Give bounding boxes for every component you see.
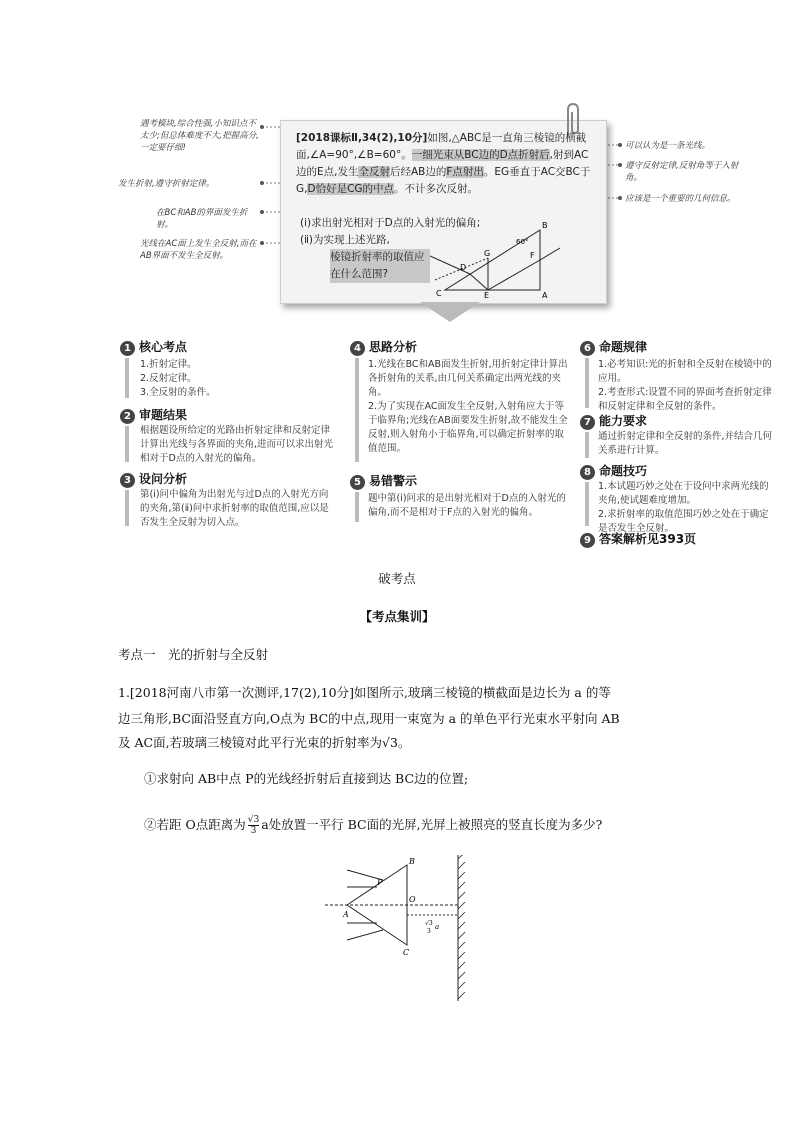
- section-1-num: 1: [120, 341, 135, 356]
- down-arrow-icon: [420, 302, 480, 324]
- fig2-label-c: C: [403, 948, 410, 957]
- section-2-num: 2: [120, 409, 135, 424]
- section-3-bar: [125, 490, 129, 526]
- problem-highlight-4: D恰好是CG的中点: [307, 183, 395, 195]
- section-1-body: [140, 358, 290, 400]
- section-4-num: 4: [350, 341, 365, 356]
- section-1-item-1: 1.折射定律。: [140, 359, 197, 370]
- section-7-num: 7: [580, 415, 595, 430]
- section-8-body: [598, 480, 776, 536]
- section-3-title: [120, 470, 187, 488]
- section-4-body: [368, 358, 568, 456]
- section-5-title-text: 易错警示: [369, 474, 418, 488]
- sub-question-2: [144, 812, 704, 838]
- section-6-bar: [585, 358, 589, 408]
- section-2-title-text: 审题结果: [139, 408, 188, 422]
- question-1: (ⅰ)求出射光相对于D点的入射光的偏角;: [300, 217, 481, 229]
- heading: 破考点: [378, 571, 416, 586]
- section-6-title: [580, 338, 647, 356]
- problem-text-4: 。EG垂直于AC交BC于G,: [296, 166, 591, 195]
- fig2-dist-num: √3: [425, 920, 433, 927]
- section-6-item-1: 1.必考知识:光的折射和全反射在棱镜中的应用。: [598, 359, 772, 384]
- section-7-bar: [585, 432, 589, 458]
- section-3-body: 第(ⅰ)问中偏角为出射光与过D点的入射光方向的夹角,第(ⅱ)问中求折射率的取值范围,应以是否发生全反射为切入点。: [140, 489, 329, 528]
- sub-question-2-b: a处放置一平行 BC面的光屏,光屏上被照亮的竖直长度为多少?: [261, 817, 603, 832]
- sub-question-2-a: ②若距 O点距离为: [144, 817, 246, 832]
- section-7-title-text: 能力要求: [599, 414, 648, 428]
- margin-note-1: 遇考模块,综合性强,小知识点不太少;但总体难度不大,把握高分,一定要仔细!: [140, 119, 259, 153]
- prism-screen-figure: [325, 855, 495, 1003]
- section-4-title: [350, 338, 417, 356]
- section-5-title: [350, 472, 417, 490]
- problem-text-5: 。不计多次反射。: [394, 183, 479, 195]
- fig-label-d: D: [460, 263, 467, 272]
- section-6-body: [598, 358, 776, 414]
- section-3-num: 3: [120, 473, 135, 488]
- problem-text: [296, 130, 596, 198]
- section-6-title-text: 命题规律: [599, 340, 648, 354]
- fig-label-e: E: [484, 291, 490, 298]
- section-2-bar: [125, 426, 129, 462]
- section-8-num: 8: [580, 465, 595, 480]
- section-2-body: 根据题设所给定的光路由折射定律和反射定律计算出光线与各界面的夹角,进而可以求出射光相对于D点的入射光的偏角。: [140, 425, 334, 464]
- section-5-num: 5: [350, 475, 365, 490]
- section-6-item-2: 2.考查形式:设置不同的界面考查折射定律和反射定律和全反射的条件。: [598, 387, 772, 412]
- fig-label-c: C: [436, 289, 442, 298]
- subheading: 【考点集训】: [359, 609, 435, 624]
- sub-question-1: ①求射向 AB中点 P的光线经折射后直接到达 BC边的位置;: [144, 771, 469, 786]
- topic-title: 考点一 光的折射与全反射: [118, 647, 269, 662]
- section-4-item-1: 1.光线在BC和AB面发生折射,用折射定律计算出各折射角的关系,由几何关系确定出两光线的夹角。: [368, 359, 568, 398]
- question-line-3: 及 AC面,若玻璃三棱镜对此平行光束的折射率为√3。: [118, 735, 411, 750]
- section-9-title-text: 答案解析见393页: [599, 532, 697, 546]
- fraction: [248, 815, 259, 836]
- fig-label-g: G: [484, 249, 491, 258]
- fig-label-f: F: [530, 251, 535, 260]
- fig2-label-b: B: [409, 857, 415, 866]
- section-9-title: [580, 530, 696, 548]
- problem-highlight-3: F点射出: [446, 166, 484, 178]
- margin-note-4: 光线在AC面上发生全反射,而在AB界面不发生全反射。: [140, 239, 257, 261]
- fraction-numerator: √3: [247, 815, 260, 825]
- fig2-dist-a: a: [435, 923, 440, 931]
- margin-note-2: 发生折射,遵守折射定律。: [118, 179, 215, 189]
- problem-tag: [2018课标Ⅱ,34(2),10分]: [296, 132, 428, 144]
- section-7-title: [580, 412, 647, 430]
- margin-note-3: 在BC和AB的界面发生折射。: [156, 208, 248, 230]
- fig-label-b: B: [542, 221, 548, 230]
- problem-highlight-2: 全反射: [358, 166, 390, 178]
- section-7-body: 通过折射定律和全反射的条件,并结合几何关系进行计算。: [598, 431, 773, 456]
- section-4-bar: [355, 358, 359, 462]
- section-8-item-1: 1.本试题巧妙之处在于设问中求两光线的夹角,使试题难度增加。: [598, 481, 769, 506]
- fig2-label-p: P: [377, 878, 383, 887]
- section-3-title-text: 设问分析: [139, 472, 188, 486]
- prism-figure: [430, 218, 570, 298]
- section-1-item-3: 3.全反射的条件。: [140, 387, 216, 398]
- margin-note-right-1: 可以认为是一条光线。: [625, 141, 711, 151]
- section-4-item-2: 2.为了实现在AC面发生全反射,入射角应大于等于临界角;光线在AB面要发生折射,故不能发生全反射,则入射角小于临界角,可以确定折射率的取值范围。: [368, 401, 568, 454]
- section-8-title-text: 命题技巧: [599, 464, 648, 478]
- section-1-item-2: 2.反射定律。: [140, 373, 197, 384]
- fig2-label-a: A: [343, 910, 349, 919]
- fig-label-a: A: [542, 291, 548, 298]
- question-line-2: 边三角形,BC面沿竖直方向,O点为 BC的中点,现用一束宽为 a 的单色平行光束水平射向 AB: [118, 711, 620, 726]
- margin-note-right-3: 应该是一个重要的几何信息。: [625, 194, 736, 204]
- problem-text-1: 如图,△ABC是一直角三棱镜的横截面,∠A=90°,∠B=60°。: [296, 132, 587, 161]
- fig2-dist-den: 3: [427, 928, 431, 935]
- section-6-num: 6: [580, 341, 595, 356]
- problem-text-2: ,射到AC边的E点,发生: [296, 149, 589, 178]
- fig2-label-o: O: [409, 895, 416, 904]
- section-8-title: [580, 462, 647, 480]
- section-9-num: 9: [580, 533, 595, 548]
- question-2a: (ⅱ)为实现上述光路,: [300, 234, 390, 246]
- problem-highlight-1: 一细光束从BC边的D点折射后: [411, 149, 550, 161]
- section-5-bar: [355, 492, 359, 522]
- section-1-title: [120, 338, 187, 356]
- section-2-title: [120, 406, 187, 424]
- section-1-title-text: 核心考点: [139, 340, 188, 354]
- problem-text-3: 后经AB边的: [389, 166, 447, 178]
- question-2b: 棱镜折射率的取值应在什么范围?: [330, 249, 430, 283]
- section-4-title-text: 思路分析: [369, 340, 418, 354]
- fig-label-angle: 60°: [516, 238, 529, 246]
- section-8-item-2: 2.求折射率的取值范围巧妙之处在于确定是否发生全反射。: [598, 509, 769, 534]
- fraction-denominator: 3: [250, 826, 257, 836]
- section-8-bar: [585, 482, 589, 526]
- section-5-body: 题中第(ⅰ)问求的是出射光相对于D点的入射光的偏角,而不是相对于F点的入射光的偏角。: [368, 493, 566, 518]
- margin-note-right-2: 遵守反射定律,反射角等于入射角。: [625, 161, 739, 183]
- question-line-1: 1.[2018河南八市第一次测评,17(2),10分]如图所示,玻璃三棱镜的横截面是边长为 a 的等: [118, 685, 611, 700]
- section-1-bar: [125, 358, 129, 398]
